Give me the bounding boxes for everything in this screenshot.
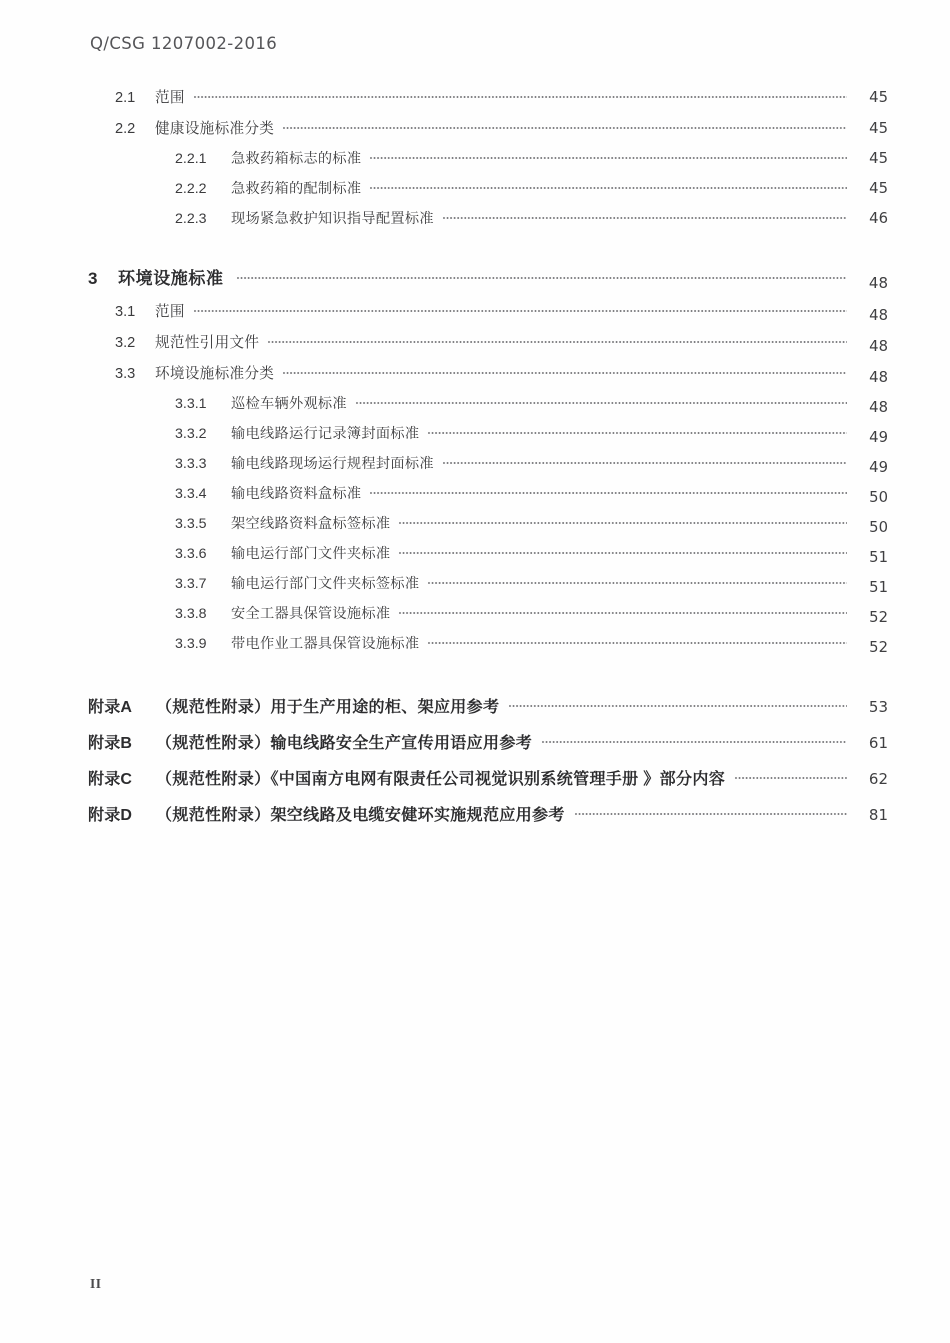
section-number: 3.2 (115, 335, 136, 351)
section-title: 范围 (155, 90, 185, 106)
leader-dots (443, 209, 847, 223)
toc-entry-row[interactable] (0, 178, 950, 208)
toc-entry-row[interactable] (0, 117, 950, 148)
appendix-label: 附录D (88, 807, 133, 824)
appendix-title: （规范性附录）输电线路安全生产宣传用语应用参考 (156, 735, 533, 752)
section-title: 架空线路资料盒标签标准 (231, 516, 391, 532)
toc-appendix-row[interactable] (0, 766, 950, 802)
leader-dots (509, 696, 847, 712)
page-number: 49 (869, 429, 888, 446)
toc-appendix-row[interactable] (0, 730, 950, 766)
page-folio: II (90, 1276, 102, 1291)
section-number: 3.3 (115, 366, 136, 382)
section-number: 3.3.9 (175, 636, 207, 652)
leader-dots (428, 634, 847, 648)
section-number: 2.2 (115, 121, 136, 137)
section-number: 3.3.3 (175, 456, 207, 472)
toc-appendix-row[interactable] (0, 694, 950, 730)
leader-dots (194, 87, 847, 102)
page-number: 51 (869, 579, 888, 596)
leader-dots (542, 732, 847, 748)
section-number: 3 (88, 269, 98, 288)
table-of-contents (0, 86, 950, 838)
leader-dots (370, 484, 847, 498)
section-number: 3.3.4 (175, 486, 207, 502)
toc-entry-row[interactable] (0, 453, 950, 483)
document-header-standard-number: Q/CSG 1207002-2016 (90, 34, 278, 53)
leader-dots (268, 332, 847, 347)
toc-appendix-list (0, 694, 950, 838)
toc-entry-row[interactable] (0, 423, 950, 453)
page-number: 45 (869, 180, 888, 197)
toc-entry-list (0, 86, 950, 663)
page-number: 62 (868, 770, 888, 788)
page-number: 81 (868, 806, 888, 824)
leader-dots (283, 363, 847, 378)
section-title: 巡检车辆外观标准 (231, 396, 347, 412)
page-number: 48 (869, 399, 888, 416)
page-number: 52 (869, 639, 888, 656)
leader-dots (399, 544, 847, 558)
leader-dots (356, 394, 847, 408)
leader-dots (283, 118, 847, 133)
section-title: 输电运行部门文件夹标准 (231, 546, 391, 562)
section-number: 3.3.2 (175, 426, 207, 442)
section-title: 输电线路运行记录簿封面标准 (231, 426, 420, 442)
leader-dots (399, 514, 847, 528)
toc-entry-row[interactable] (0, 603, 950, 633)
toc-entry-row[interactable] (0, 633, 950, 663)
section-number: 3.3.7 (175, 576, 207, 592)
appendix-title: （规范性附录）《中国南方电网有限责任公司视觉识别系统管理手册 》部分内容 (156, 771, 726, 788)
section-title: 环境设施标准 (118, 269, 224, 288)
section-number: 2.2.1 (175, 151, 207, 167)
leader-dots (428, 574, 847, 588)
section-title: 急救药箱的配制标准 (231, 181, 362, 197)
toc-appendix-row[interactable] (0, 802, 950, 838)
section-number: 3.3.1 (175, 396, 207, 412)
section-title: 输电线路资料盒标准 (231, 486, 362, 502)
section-title: 规范性引用文件 (155, 335, 260, 351)
toc-entry-row[interactable] (0, 331, 950, 362)
section-title: 急救药箱标志的标准 (231, 151, 362, 167)
toc-entry-row[interactable] (0, 513, 950, 543)
toc-entry-row[interactable] (0, 86, 950, 117)
section-title: 环境设施标准分类 (155, 366, 275, 382)
toc-entry-row[interactable] (0, 208, 950, 238)
page-number: 61 (868, 734, 888, 752)
section-title: 输电运行部门文件夹标签标准 (231, 576, 420, 592)
toc-entry-row[interactable] (0, 483, 950, 513)
chapter-spacer (0, 238, 950, 264)
toc-entry-row[interactable] (0, 148, 950, 178)
leader-dots (575, 804, 847, 820)
leader-dots (194, 301, 847, 316)
page-number: 52 (869, 609, 888, 626)
page-number: 45 (869, 89, 888, 106)
page-number: 50 (869, 519, 888, 536)
section-number: 2.1 (115, 90, 136, 106)
leader-dots (735, 768, 847, 784)
page-number: 45 (869, 150, 888, 167)
appendix-spacer (0, 663, 950, 694)
section-number: 3.3.5 (175, 516, 207, 532)
page-number: 48 (869, 307, 888, 324)
leader-dots (399, 604, 847, 618)
appendix-label: 附录C (88, 771, 133, 788)
section-title: 输电线路现场运行规程封面标准 (231, 456, 434, 472)
appendix-title: （规范性附录）用于生产用途的柜、架应用参考 (156, 699, 500, 716)
appendix-title: （规范性附录）架空线路及电缆安健环实施规范应用参考 (156, 807, 565, 824)
section-title: 安全工器具保管设施标准 (231, 606, 391, 622)
page-number: 48 (868, 274, 888, 292)
page-number: 53 (868, 698, 888, 716)
leader-dots (237, 267, 847, 284)
page-number: 51 (869, 549, 888, 566)
section-number: 2.2.2 (175, 181, 207, 197)
leader-dots (370, 149, 847, 163)
toc-entry-row[interactable] (0, 264, 950, 300)
page-number: 49 (869, 459, 888, 476)
section-title: 范围 (155, 304, 185, 320)
toc-entry-row[interactable] (0, 573, 950, 603)
section-number: 3.3.8 (175, 606, 207, 622)
toc-entry-row[interactable] (0, 300, 950, 331)
leader-dots (370, 179, 847, 193)
leader-dots (428, 424, 847, 438)
section-number: 3.1 (115, 304, 136, 320)
page-number: 45 (869, 120, 888, 137)
page-number: 46 (869, 210, 888, 227)
toc-entry-row[interactable] (0, 543, 950, 573)
section-title: 健康设施标准分类 (155, 121, 275, 137)
section-title: 带电作业工器具保管设施标准 (231, 636, 420, 652)
appendix-label: 附录B (88, 735, 133, 752)
section-number: 2.2.3 (175, 211, 207, 227)
appendix-label: 附录A (88, 699, 133, 716)
page-number: 48 (869, 338, 888, 355)
section-title: 现场紧急救护知识指导配置标准 (231, 211, 434, 227)
page-number: 48 (869, 369, 888, 386)
leader-dots (443, 454, 847, 468)
page-number: 50 (869, 489, 888, 506)
section-number: 3.3.6 (175, 546, 207, 562)
toc-entry-row[interactable] (0, 362, 950, 393)
toc-entry-row[interactable] (0, 393, 950, 423)
